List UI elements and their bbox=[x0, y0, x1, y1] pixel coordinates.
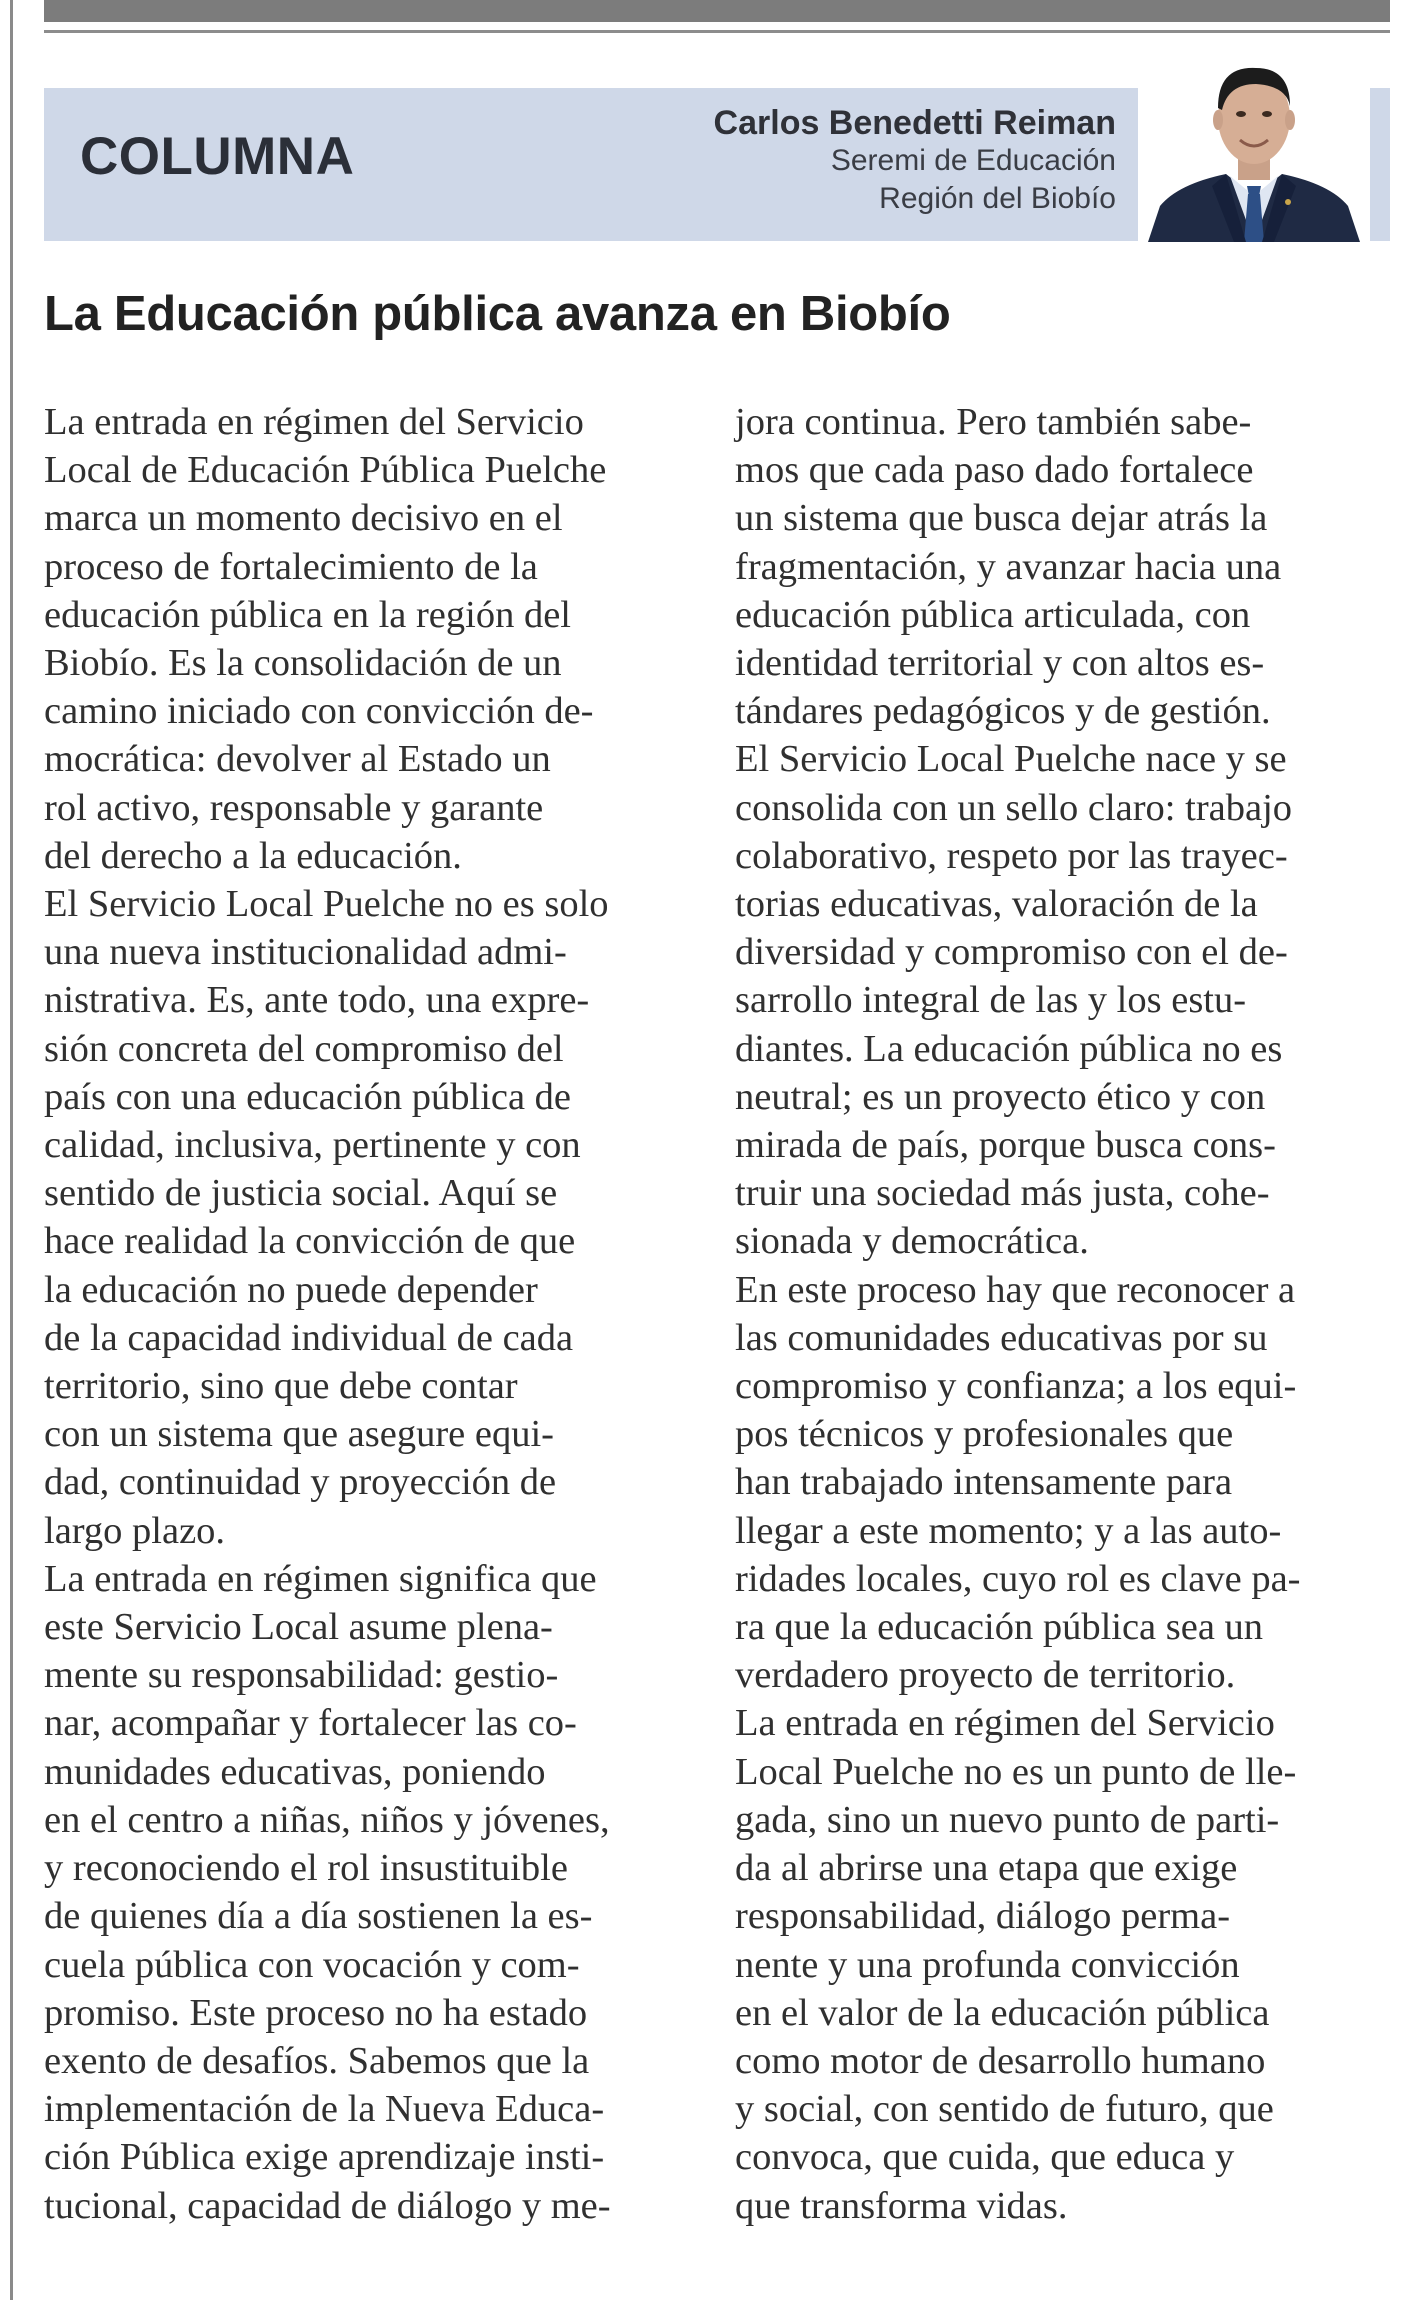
text-line: en el valor de la educación pública bbox=[735, 1991, 1270, 2034]
text-line: una nueva institucionalidad admi- bbox=[44, 931, 567, 974]
text-line: dad, continuidad y proyección de bbox=[44, 1461, 557, 1504]
text-line: de la capacidad individual de cada bbox=[44, 1316, 574, 1359]
text-line: tándares pedagógicos y de gestión. bbox=[735, 690, 1271, 733]
text-line: que transforma vidas. bbox=[735, 2184, 1068, 2227]
author-region: Región del Biobío bbox=[879, 182, 1116, 215]
text-line: rol activo, responsable y garante bbox=[44, 786, 544, 829]
text-line: calidad, inclusiva, pertinente y con bbox=[44, 1124, 581, 1167]
text-line: nente y una profunda convicción bbox=[735, 1943, 1240, 1986]
text-line: cuela pública con vocación y com- bbox=[44, 1943, 580, 1986]
paragraph bbox=[44, 398, 692, 880]
text-line: truir una sociedad más justa, cohe- bbox=[735, 1172, 1270, 1215]
text-line: sarrollo integral de las y los estu- bbox=[735, 979, 1247, 1022]
text-line: La entrada en régimen del Servicio bbox=[44, 401, 584, 443]
text-line: las comunidades educativas por su bbox=[735, 1316, 1268, 1359]
text-line: implementación de la Nueva Educa- bbox=[44, 2088, 605, 2131]
text-line: Biobío. Es la consolidación de un bbox=[44, 642, 562, 685]
text-line: mente su responsabilidad: gestio- bbox=[44, 1654, 559, 1697]
text-line: proceso de fortalecimiento de la bbox=[44, 545, 538, 588]
author-portrait bbox=[1138, 46, 1370, 242]
text-line: del derecho a la educación. bbox=[44, 834, 462, 877]
paragraph bbox=[44, 1555, 692, 2230]
text-line: da al abrirse una etapa que exige bbox=[735, 1847, 1238, 1890]
text-line: con un sistema que asegure equi- bbox=[44, 1413, 554, 1456]
text-line: pos técnicos y profesionales que bbox=[735, 1413, 1234, 1456]
text-line: sión concreta del compromiso del bbox=[44, 1027, 564, 1070]
text-line: sionada y democrática. bbox=[735, 1220, 1089, 1263]
text-line: mocrática: devolver al Estado un bbox=[44, 738, 551, 781]
text-line: ra que la educación pública sea un bbox=[735, 1606, 1264, 1649]
author-byline bbox=[714, 104, 1116, 218]
text-line: jora continua. Pero también sabe- bbox=[735, 401, 1252, 443]
text-line: tucional, capacidad de diálogo y me- bbox=[44, 2184, 611, 2227]
paragraph bbox=[735, 1699, 1383, 2229]
text-line: La entrada en régimen del Servicio bbox=[735, 1702, 1275, 1745]
author-name: Carlos Benedetti Reiman bbox=[713, 104, 1116, 142]
paragraph bbox=[44, 880, 692, 1555]
text-line: munidades educativas, poniendo bbox=[44, 1750, 546, 1793]
text-line: La entrada en régimen significa que bbox=[44, 1557, 597, 1600]
text-line: educación pública en la región del bbox=[44, 593, 572, 636]
section-label: COLUMNA bbox=[80, 127, 355, 186]
text-line: llegar a este momento; y a las auto- bbox=[735, 1509, 1282, 1552]
paragraph bbox=[735, 1266, 1383, 1700]
text-line: y social, con sentido de futuro, que bbox=[735, 2088, 1274, 2131]
text-line: responsabilidad, diálogo perma- bbox=[735, 1895, 1231, 1938]
text-line: torias educativas, valoración de la bbox=[735, 883, 1258, 926]
text-line: diantes. La educación pública no es bbox=[735, 1027, 1283, 1070]
text-line: marca un momento decisivo en el bbox=[44, 497, 563, 540]
text-line: un sistema que busca dejar atrás la bbox=[735, 497, 1268, 540]
author-portrait-illustration bbox=[1138, 46, 1370, 242]
page-left-rule bbox=[10, 0, 13, 2300]
text-line: El Servicio Local Puelche nace y se bbox=[735, 738, 1287, 781]
text-line: como motor de desarrollo humano bbox=[735, 2039, 1266, 2082]
text-line: educación pública articulada, con bbox=[735, 593, 1251, 636]
text-line: la educación no puede depender bbox=[44, 1268, 538, 1311]
text-line: Local Puelche no es un punto de lle- bbox=[735, 1750, 1297, 1793]
text-line: nar, acompañar y fortalecer las co- bbox=[44, 1702, 577, 1745]
text-line: territorio, sino que debe contar bbox=[44, 1365, 518, 1408]
text-line: colaborativo, respeto por las trayec- bbox=[735, 834, 1288, 877]
text-line: neutral; es un proyecto ético y con bbox=[735, 1075, 1266, 1118]
text-line: sentido de justicia social. Aquí se bbox=[44, 1172, 558, 1215]
text-line: han trabajado intensamente para bbox=[735, 1461, 1233, 1504]
article-column-right bbox=[735, 398, 1383, 2230]
text-line: ridades locales, cuyo rol es clave pa- bbox=[735, 1557, 1301, 1600]
paragraph bbox=[735, 398, 1383, 735]
text-line: de quienes día a día sostienen la es- bbox=[44, 1895, 593, 1938]
text-line: este Servicio Local asume plena- bbox=[44, 1606, 553, 1649]
text-line: Local de Educación Pública Puelche bbox=[44, 449, 607, 492]
text-line: En este proceso hay que reconocer a bbox=[735, 1268, 1296, 1311]
text-line: compromiso y confianza; a los equi- bbox=[735, 1365, 1297, 1408]
text-line: verdadero proyecto de territorio. bbox=[735, 1654, 1236, 1697]
text-line: largo plazo. bbox=[44, 1509, 226, 1552]
text-line: ción Pública exige aprendizaje insti- bbox=[44, 2136, 605, 2179]
text-line: convoca, que cuida, que educa y bbox=[735, 2136, 1235, 2179]
text-line: hace realidad la convicción de que bbox=[44, 1220, 576, 1263]
paragraph bbox=[735, 735, 1383, 1265]
text-line: consolida con un sello claro: trabajo bbox=[735, 786, 1293, 829]
author-role: Seremi de Educación bbox=[830, 144, 1116, 177]
top-rule-bar bbox=[44, 0, 1390, 22]
text-line: camino iniciado con convicción de- bbox=[44, 690, 594, 733]
text-line: diversidad y compromiso con el de- bbox=[735, 931, 1288, 974]
text-line: El Servicio Local Puelche no es solo bbox=[44, 883, 609, 926]
text-line: en el centro a niñas, niños y jóvenes, bbox=[44, 1798, 610, 1841]
top-rule-line bbox=[44, 30, 1390, 33]
text-line: gada, sino un nuevo punto de parti- bbox=[735, 1798, 1280, 1841]
text-line: promiso. Este proceso no ha estado bbox=[44, 1991, 588, 2034]
text-line: mos que cada paso dado fortalece bbox=[735, 449, 1254, 492]
article-headline: La Educación pública avanza en Biobío bbox=[44, 287, 951, 341]
text-line: país con una educación pública de bbox=[44, 1075, 572, 1118]
text-line: fragmentación, y avanzar hacia una bbox=[735, 545, 1282, 588]
text-line: y reconociendo el rol insustituible bbox=[44, 1847, 568, 1890]
text-line: nistrativa. Es, ante todo, una expre- bbox=[44, 979, 590, 1022]
article-column-left bbox=[44, 398, 692, 2230]
text-line: mirada de país, porque busca cons- bbox=[735, 1124, 1276, 1167]
text-line: identidad territorial y con altos es- bbox=[735, 642, 1265, 685]
text-line: exento de desafíos. Sabemos que la bbox=[44, 2039, 590, 2082]
